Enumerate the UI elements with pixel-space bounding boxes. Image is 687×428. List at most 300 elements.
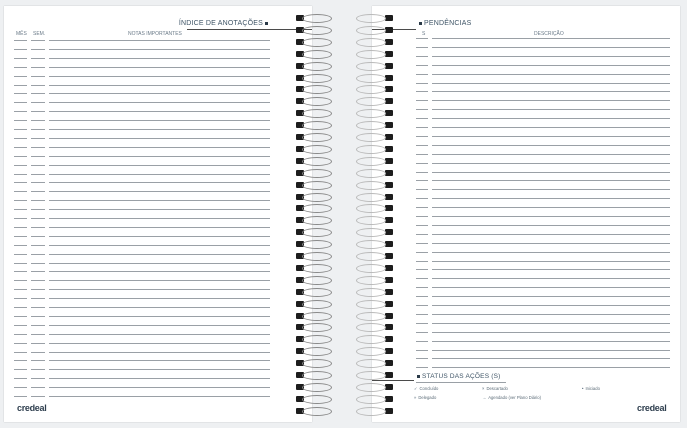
title-square-icon bbox=[265, 22, 268, 25]
line-segment bbox=[432, 91, 670, 92]
line-segment bbox=[416, 83, 428, 84]
spiral-loop bbox=[356, 359, 386, 368]
line-segment bbox=[416, 56, 428, 57]
spiral-binding bbox=[290, 6, 400, 422]
line-segment bbox=[14, 263, 27, 264]
line-segment bbox=[31, 378, 45, 379]
line-segment bbox=[31, 209, 45, 210]
line-segment bbox=[432, 261, 670, 262]
line-segment bbox=[49, 218, 270, 219]
line-segment bbox=[416, 243, 428, 244]
line-segment bbox=[49, 387, 270, 388]
line-segment bbox=[49, 352, 270, 353]
left-page-title: ÍNDICE DE ANOTAÇÕES bbox=[179, 19, 270, 28]
line-segment bbox=[49, 245, 270, 246]
binding-hole bbox=[385, 98, 393, 104]
spiral-loop bbox=[356, 395, 386, 404]
line-segment bbox=[49, 182, 270, 183]
line-segment bbox=[416, 269, 428, 270]
line-segment bbox=[49, 343, 270, 344]
line-segment bbox=[14, 67, 27, 68]
binding-hole bbox=[385, 324, 393, 330]
line-segment bbox=[416, 367, 428, 368]
spiral-loop bbox=[302, 181, 332, 190]
spiral-loop bbox=[302, 276, 332, 285]
spiral-loop bbox=[356, 109, 386, 118]
binding-hole bbox=[385, 15, 393, 21]
line-segment bbox=[14, 120, 27, 121]
line-segment bbox=[49, 49, 270, 50]
binding-hole bbox=[385, 396, 393, 402]
line-segment bbox=[14, 227, 27, 228]
brand-logo: credeal bbox=[637, 403, 667, 413]
line-segment bbox=[31, 289, 45, 290]
line-segment bbox=[14, 129, 27, 130]
line-segment bbox=[432, 207, 670, 208]
binding-hole bbox=[385, 146, 393, 152]
line-segment bbox=[416, 198, 428, 199]
line-segment bbox=[49, 67, 270, 68]
spiral-loop bbox=[356, 50, 386, 59]
binding-hole bbox=[385, 63, 393, 69]
line-segment bbox=[432, 172, 670, 173]
binding-hole bbox=[385, 277, 393, 283]
line-segment bbox=[432, 83, 670, 84]
spiral-loop bbox=[302, 62, 332, 71]
line-segment bbox=[14, 325, 27, 326]
line-segment bbox=[432, 118, 670, 119]
line-segment bbox=[416, 91, 428, 92]
line-segment bbox=[416, 216, 428, 217]
title-square-icon bbox=[417, 375, 420, 378]
line-segment bbox=[14, 387, 27, 388]
line-segment bbox=[31, 325, 45, 326]
line-segment bbox=[416, 287, 428, 288]
spiral-loop bbox=[302, 407, 332, 416]
line-segment bbox=[14, 85, 27, 86]
line-segment bbox=[49, 316, 270, 317]
line-segment bbox=[14, 200, 27, 201]
spiral-loop bbox=[356, 216, 386, 225]
spiral-loop bbox=[302, 38, 332, 47]
spiral-loop bbox=[356, 97, 386, 106]
binding-hole bbox=[385, 75, 393, 81]
spiral-loop bbox=[356, 74, 386, 83]
line-segment bbox=[49, 156, 270, 157]
binding-hole bbox=[385, 372, 393, 378]
line-segment bbox=[31, 156, 45, 157]
line-segment bbox=[31, 218, 45, 219]
spiral-loop bbox=[356, 204, 386, 213]
spiral-loop bbox=[302, 193, 332, 202]
spiral-loop bbox=[302, 204, 332, 213]
line-segment bbox=[416, 180, 428, 181]
spiral-loop bbox=[302, 216, 332, 225]
line-segment bbox=[49, 396, 270, 397]
title-square-icon bbox=[419, 22, 422, 25]
spiral-loop bbox=[356, 157, 386, 166]
right-page bbox=[372, 6, 680, 422]
line-segment bbox=[31, 227, 45, 228]
line-segment bbox=[14, 396, 27, 397]
line-segment bbox=[49, 76, 270, 77]
spiral-loop bbox=[302, 50, 332, 59]
line-segment bbox=[31, 76, 45, 77]
line-segment bbox=[416, 47, 428, 48]
line-segment bbox=[31, 369, 45, 370]
spiral-loop bbox=[302, 347, 332, 356]
spiral-loop bbox=[302, 383, 332, 392]
line-segment bbox=[432, 296, 670, 297]
line-segment bbox=[432, 341, 670, 342]
binding-hole bbox=[385, 408, 393, 414]
spiral-loop bbox=[302, 335, 332, 344]
line-segment bbox=[14, 334, 27, 335]
line-segment bbox=[49, 93, 270, 94]
line-segment bbox=[31, 307, 45, 308]
spiral-loop bbox=[356, 252, 386, 261]
line-segment bbox=[49, 298, 270, 299]
line-segment bbox=[31, 360, 45, 361]
line-segment bbox=[432, 350, 670, 351]
binding-hole bbox=[385, 241, 393, 247]
line-segment bbox=[14, 138, 27, 139]
spiral-loop bbox=[302, 133, 332, 142]
spiral-loop bbox=[356, 26, 386, 35]
line-segment bbox=[49, 369, 270, 370]
line-segment bbox=[49, 263, 270, 264]
legend-iniciado: • Iniciado bbox=[582, 386, 600, 391]
line-segment bbox=[432, 65, 670, 66]
spiral-loop bbox=[302, 157, 332, 166]
line-segment bbox=[49, 138, 270, 139]
line-segment bbox=[31, 245, 45, 246]
col-header-description: DESCRIÇÃO bbox=[534, 31, 564, 37]
spiral-loop bbox=[356, 323, 386, 332]
line-segment bbox=[14, 245, 27, 246]
notes-lines bbox=[14, 40, 270, 400]
spiral-loop bbox=[302, 74, 332, 83]
binding-hole bbox=[385, 217, 393, 223]
brand-logo: credeal bbox=[17, 403, 47, 413]
spiral-loop bbox=[356, 14, 386, 23]
spiral-loop bbox=[302, 300, 332, 309]
line-segment bbox=[14, 58, 27, 59]
line-segment bbox=[49, 289, 270, 290]
line-segment bbox=[31, 191, 45, 192]
binding-hole bbox=[385, 182, 393, 188]
line-segment bbox=[31, 387, 45, 388]
spiral-loop bbox=[302, 323, 332, 332]
line-segment bbox=[416, 261, 428, 262]
spiral-loop bbox=[356, 121, 386, 130]
line-segment bbox=[416, 145, 428, 146]
line-segment bbox=[432, 367, 670, 368]
spiral-loop bbox=[302, 359, 332, 368]
line-segment bbox=[14, 378, 27, 379]
binding-hole bbox=[385, 265, 393, 271]
line-segment bbox=[416, 189, 428, 190]
line-segment bbox=[49, 165, 270, 166]
line-segment bbox=[31, 120, 45, 121]
line-segment bbox=[14, 174, 27, 175]
line-segment bbox=[416, 305, 428, 306]
line-segment bbox=[31, 298, 45, 299]
line-segment bbox=[416, 350, 428, 351]
line-segment bbox=[31, 254, 45, 255]
binding-hole bbox=[385, 122, 393, 128]
line-segment bbox=[432, 38, 670, 39]
line-segment bbox=[416, 341, 428, 342]
line-segment bbox=[31, 49, 45, 50]
line-segment bbox=[432, 234, 670, 235]
spiral-loop bbox=[356, 145, 386, 154]
line-segment bbox=[31, 85, 45, 86]
line-segment bbox=[49, 360, 270, 361]
line-segment bbox=[49, 200, 270, 201]
line-segment bbox=[14, 307, 27, 308]
line-segment bbox=[14, 156, 27, 157]
line-segment bbox=[432, 243, 670, 244]
line-segment bbox=[416, 207, 428, 208]
right-page-title: PENDÊNCIAS bbox=[417, 19, 472, 28]
line-segment bbox=[432, 56, 670, 57]
line-segment bbox=[31, 352, 45, 353]
line-segment bbox=[49, 191, 270, 192]
spiral-loop bbox=[302, 14, 332, 23]
binding-hole bbox=[385, 158, 393, 164]
binding-hole bbox=[385, 51, 393, 57]
line-segment bbox=[432, 109, 670, 110]
line-segment bbox=[432, 358, 670, 359]
line-segment bbox=[49, 254, 270, 255]
line-segment bbox=[14, 209, 27, 210]
binding-hole bbox=[385, 336, 393, 342]
line-segment bbox=[49, 174, 270, 175]
line-segment bbox=[432, 100, 670, 101]
spiral-loop bbox=[356, 85, 386, 94]
line-segment bbox=[31, 280, 45, 281]
line-segment bbox=[14, 271, 27, 272]
spiral-loop bbox=[302, 97, 332, 106]
line-segment bbox=[416, 323, 428, 324]
line-segment bbox=[14, 218, 27, 219]
line-segment bbox=[49, 307, 270, 308]
line-segment bbox=[31, 111, 45, 112]
legend-descartado: × Descartado bbox=[482, 386, 508, 391]
line-segment bbox=[416, 358, 428, 359]
line-segment bbox=[416, 154, 428, 155]
spiral-loop bbox=[302, 395, 332, 404]
spiral-loop bbox=[302, 109, 332, 118]
line-segment bbox=[432, 216, 670, 217]
line-segment bbox=[31, 271, 45, 272]
spiral-loop bbox=[356, 371, 386, 380]
spiral-loop bbox=[356, 335, 386, 344]
line-segment bbox=[416, 332, 428, 333]
status-legend-title: STATUS DAS AÇÕES (S) bbox=[415, 372, 501, 381]
col-header-week: SEM. bbox=[33, 31, 46, 37]
binding-hole bbox=[385, 348, 393, 354]
line-segment bbox=[14, 352, 27, 353]
spiral-loop bbox=[302, 228, 332, 237]
line-segment bbox=[432, 145, 670, 146]
spiral-loop bbox=[356, 407, 386, 416]
line-segment bbox=[432, 136, 670, 137]
line-segment bbox=[49, 147, 270, 148]
line-segment bbox=[14, 93, 27, 94]
line-segment bbox=[31, 263, 45, 264]
line-segment bbox=[31, 200, 45, 201]
line-segment bbox=[432, 314, 670, 315]
line-segment bbox=[49, 378, 270, 379]
line-segment bbox=[14, 111, 27, 112]
binding-hole bbox=[385, 170, 393, 176]
status-underline bbox=[416, 382, 506, 383]
col-header-notes: NOTAS IMPORTANTES bbox=[128, 31, 182, 37]
spiral-loop bbox=[302, 169, 332, 178]
binding-hole bbox=[385, 313, 393, 319]
spiral-loop bbox=[356, 300, 386, 309]
spiral-loop bbox=[302, 252, 332, 261]
line-segment bbox=[432, 269, 670, 270]
line-segment bbox=[49, 40, 270, 41]
spiral-loop bbox=[302, 288, 332, 297]
line-segment bbox=[432, 74, 670, 75]
line-segment bbox=[416, 163, 428, 164]
line-segment bbox=[14, 254, 27, 255]
spiral-loop bbox=[356, 133, 386, 142]
spiral-loop bbox=[356, 62, 386, 71]
col-header-status: S bbox=[422, 31, 426, 37]
line-segment bbox=[49, 111, 270, 112]
line-segment bbox=[14, 280, 27, 281]
binding-hole bbox=[385, 110, 393, 116]
line-segment bbox=[49, 271, 270, 272]
line-segment bbox=[14, 360, 27, 361]
line-segment bbox=[14, 298, 27, 299]
line-segment bbox=[14, 102, 27, 103]
line-segment bbox=[432, 189, 670, 190]
spiral-loop bbox=[302, 145, 332, 154]
line-segment bbox=[416, 127, 428, 128]
line-segment bbox=[49, 325, 270, 326]
spiral-loop bbox=[356, 288, 386, 297]
line-segment bbox=[432, 180, 670, 181]
line-segment bbox=[432, 198, 670, 199]
binding-hole bbox=[385, 27, 393, 33]
line-segment bbox=[14, 289, 27, 290]
line-segment bbox=[416, 252, 428, 253]
line-segment bbox=[31, 129, 45, 130]
line-segment bbox=[416, 296, 428, 297]
line-segment bbox=[49, 236, 270, 237]
spiral-loop bbox=[356, 193, 386, 202]
spiral-loop bbox=[356, 383, 386, 392]
line-segment bbox=[31, 138, 45, 139]
line-segment bbox=[49, 334, 270, 335]
line-segment bbox=[416, 314, 428, 315]
spiral-loop bbox=[356, 181, 386, 190]
line-segment bbox=[432, 252, 670, 253]
pending-lines bbox=[416, 38, 670, 372]
line-segment bbox=[31, 182, 45, 183]
line-segment bbox=[14, 343, 27, 344]
line-segment bbox=[49, 58, 270, 59]
binding-hole bbox=[385, 301, 393, 307]
binding-hole bbox=[385, 229, 393, 235]
spiral-loop bbox=[302, 312, 332, 321]
line-segment bbox=[14, 182, 27, 183]
line-segment bbox=[49, 129, 270, 130]
spiral-loop bbox=[302, 371, 332, 380]
spiral-loop bbox=[356, 240, 386, 249]
line-segment bbox=[49, 227, 270, 228]
line-segment bbox=[416, 38, 428, 39]
line-segment bbox=[14, 236, 27, 237]
binding-hole bbox=[385, 86, 393, 92]
binding-hole bbox=[385, 194, 393, 200]
line-segment bbox=[31, 40, 45, 41]
line-segment bbox=[31, 396, 45, 397]
line-segment bbox=[432, 305, 670, 306]
line-segment bbox=[416, 136, 428, 137]
line-segment bbox=[14, 316, 27, 317]
line-segment bbox=[416, 100, 428, 101]
binding-hole bbox=[385, 39, 393, 45]
line-segment bbox=[14, 191, 27, 192]
line-segment bbox=[49, 85, 270, 86]
col-header-month: MÊS bbox=[16, 31, 27, 37]
spiral-loop bbox=[356, 228, 386, 237]
legend-concluido: ✓ Concluído bbox=[414, 386, 439, 391]
binding-hole bbox=[385, 253, 393, 259]
line-segment bbox=[49, 102, 270, 103]
spiral-loop bbox=[356, 38, 386, 47]
line-segment bbox=[416, 118, 428, 119]
line-segment bbox=[432, 47, 670, 48]
line-segment bbox=[416, 65, 428, 66]
binding-hole bbox=[385, 205, 393, 211]
line-segment bbox=[416, 74, 428, 75]
line-segment bbox=[432, 278, 670, 279]
line-segment bbox=[31, 102, 45, 103]
line-segment bbox=[432, 127, 670, 128]
binding-hole bbox=[385, 134, 393, 140]
line-segment bbox=[14, 76, 27, 77]
binding-hole bbox=[385, 384, 393, 390]
line-segment bbox=[49, 280, 270, 281]
line-segment bbox=[31, 67, 45, 68]
spiral-loop bbox=[356, 264, 386, 273]
line-segment bbox=[14, 369, 27, 370]
line-segment bbox=[432, 323, 670, 324]
line-segment bbox=[31, 316, 45, 317]
legend-agendado: → Agendado (ver Plano Diário) bbox=[482, 395, 542, 400]
line-segment bbox=[31, 147, 45, 148]
line-segment bbox=[31, 236, 45, 237]
spiral-loop bbox=[302, 264, 332, 273]
line-segment bbox=[31, 93, 45, 94]
binding-hole bbox=[385, 360, 393, 366]
spiral-loop bbox=[302, 121, 332, 130]
line-segment bbox=[416, 278, 428, 279]
spiral-loop bbox=[356, 276, 386, 285]
line-segment bbox=[416, 234, 428, 235]
binding-hole bbox=[385, 289, 393, 295]
line-segment bbox=[432, 154, 670, 155]
line-segment bbox=[14, 40, 27, 41]
